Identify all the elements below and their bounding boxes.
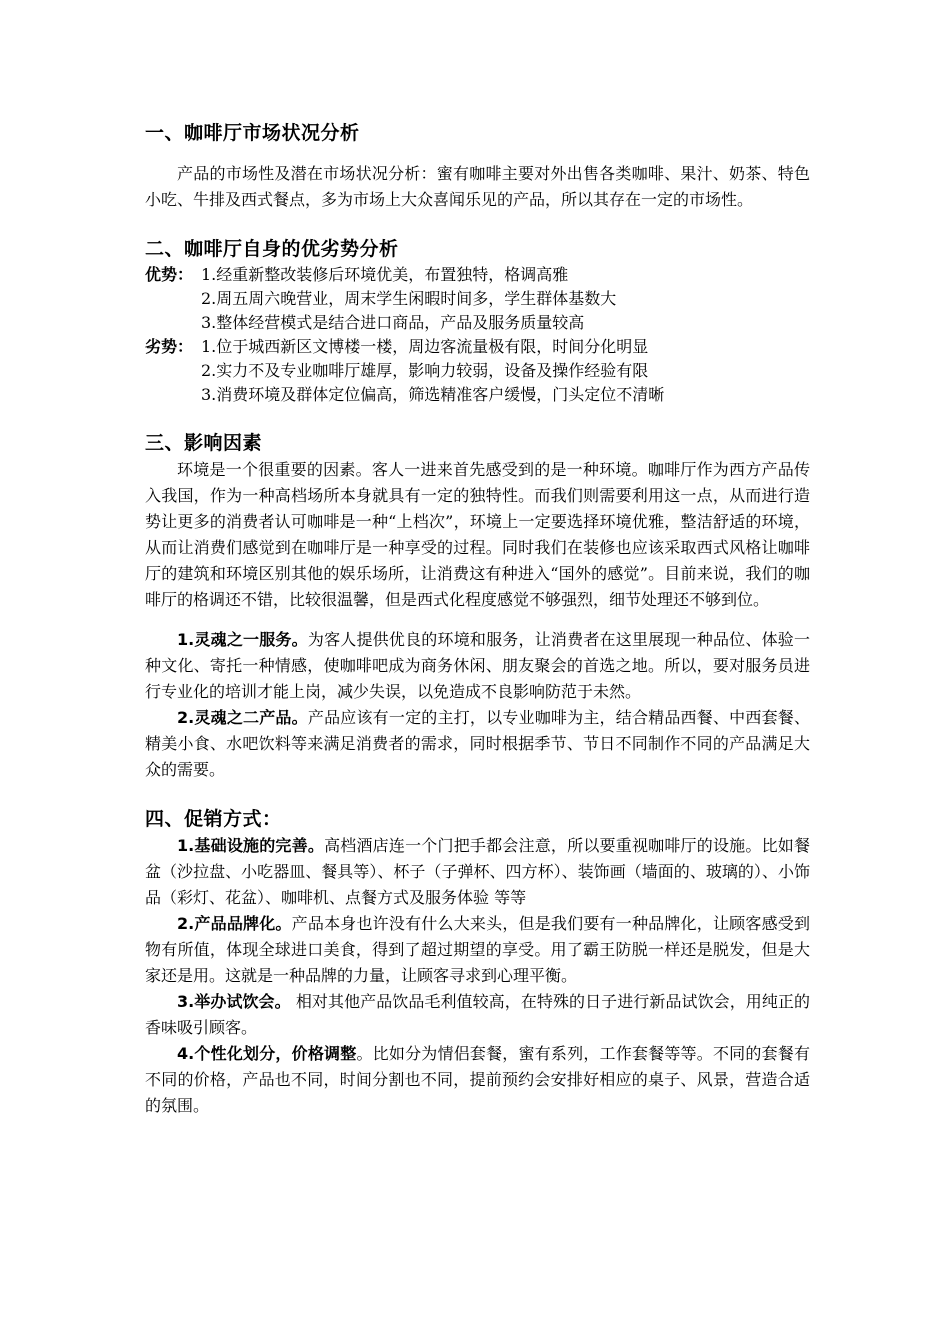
section-2-title: 二、咖啡厅自身的优劣势分析 [145,238,399,260]
section-3-paragraph: 环境是一个很重要的因素。客人一进来首先感受到的是一种环境。咖啡厅作为西方产品传入我国，作为一种高档场所本身就具有一定的独特性。而我们则需要利用这一点，从而进行造势让更多的消费者认可咖啡是一种“上档次”，环境上一定要选择环境优雅，整洁舒适的环境，从而让消费们感觉到在咖啡厅是一种享受的过程。同时我们在装修也应该采取西式风格让咖啡厅的建筑和环境区别其他的娱乐场所，让消费这有种进入“国外的感觉”。目前来说，我们的咖啡厅的格调还不错，比较很温馨，但是西式化程度感觉不够强烈，细节处理还不够到位。 [145,460,810,609]
disadvantage-row-3 [145,383,810,407]
disadvantage-row-1 [145,335,810,359]
tasting-heading: 3.举办试饮会。 [177,992,291,1011]
section-1-title: 一、咖啡厅市场状况分析 [145,122,360,144]
section-1-paragraph: 产品的市场性及潜在市场状况分析：蜜有咖啡主要对外出售各类咖啡、果汁、奶茶、特色小吃、牛排及西式餐点，多为市场上大众喜闻乐见的产品，所以其存在一定的市场性。 [145,164,810,209]
pricing-heading: 4.个性化划分，价格调整 [177,1044,357,1063]
disadvantages-label: 劣势： [145,337,194,356]
section-3-title: 三、影响因素 [145,432,263,454]
advantage-item: 1.经重新整改装修后环境优美，布置独特，格调高雅 [201,265,569,284]
branding-paragraph [145,911,810,989]
advantage-item: 2.周五周六晚营业，周末学生闲暇时间多，学生群体基数大 [201,289,617,308]
pricing-text: 。比如分为情侣套餐，蜜有系列，工作套餐等等。不同的套餐有不同的价格，产品也不同，时间分割也不同，提前预约会安排好相应的桌子、风景，营造合适的氛围。 [145,1044,810,1115]
product-paragraph [145,705,810,783]
pricing-paragraph [145,1041,810,1119]
service-paragraph [145,627,810,705]
branding-text: 产品本身也许没有什么大来头，但是我们要有一种品牌化，让顾客感受到物有所值，体现全球进口美食，得到了超过期望的享受。用了霸王防脱一样还是脱发，但是大家还是用。这就是一种品牌的力量，让顾客寻求到心理平衡。 [145,914,810,985]
disadvantage-item: 2.实力不及专业咖啡厅雄厚，影响力较弱，设备及操作经验有限 [201,361,649,380]
branding-heading: 2.产品品牌化。 [177,914,292,933]
product-heading: 2.灵魂之二产品。 [177,708,308,727]
disadvantage-row-2 [145,359,810,383]
document-page [145,119,810,1119]
facility-text: 高档酒店连一个门把手都会注意，所以要重视咖啡厅的设施。比如餐盆（沙拉盘、小吃器皿、餐具等）、杯子（子弹杯、四方杯）、装饰画（墙面的、玻璃的）、小饰品（彩灯、花盆）、咖啡机、点餐方式及服务体验 等等 [145,836,810,907]
facility-heading: 1.基础设施的完善。 [177,836,325,855]
service-text: 为客人提供优良的环境和服务，让消费者在这里展现一种品位、体验一种文化、寄托一种情感，使咖啡吧成为商务休闲、朋友聚会的首选之地。所以，要对服务员进行专业化的培训才能上岗，减少失误，以免造成不良影响防范于未然。 [145,630,810,701]
advantage-row-1 [145,263,810,287]
disadvantage-item: 1.位于城西新区文博楼一楼，周边客流量极有限，时间分化明显 [201,337,649,356]
disadvantage-item: 3.消费环境及群体定位偏高，筛选精准客户缓慢，门头定位不清晰 [201,385,665,404]
service-heading: 1.灵魂之一服务。 [177,630,308,649]
advantage-item: 3.整体经营模式是结合进口商品，产品及服务质量较高 [201,313,585,332]
tasting-paragraph [145,989,810,1041]
section-4-title: 四、促销方式： [145,808,282,830]
product-text: 产品应该有一定的主打，以专业咖啡为主，结合精品西餐、中西套餐、精美小食、水吧饮料等来满足消费者的需求，同时根据季节、节日不同制作不同的产品满足大众的需要。 [145,708,810,779]
advantage-row-3 [145,311,810,335]
advantage-row-2 [145,287,810,311]
facility-paragraph [145,833,810,911]
advantages-label: 优势： [145,265,194,284]
tasting-text: 相对其他产品饮品毛利值较高，在特殊的日子进行新品试饮会，用纯正的香味吸引顾客。 [145,992,810,1037]
